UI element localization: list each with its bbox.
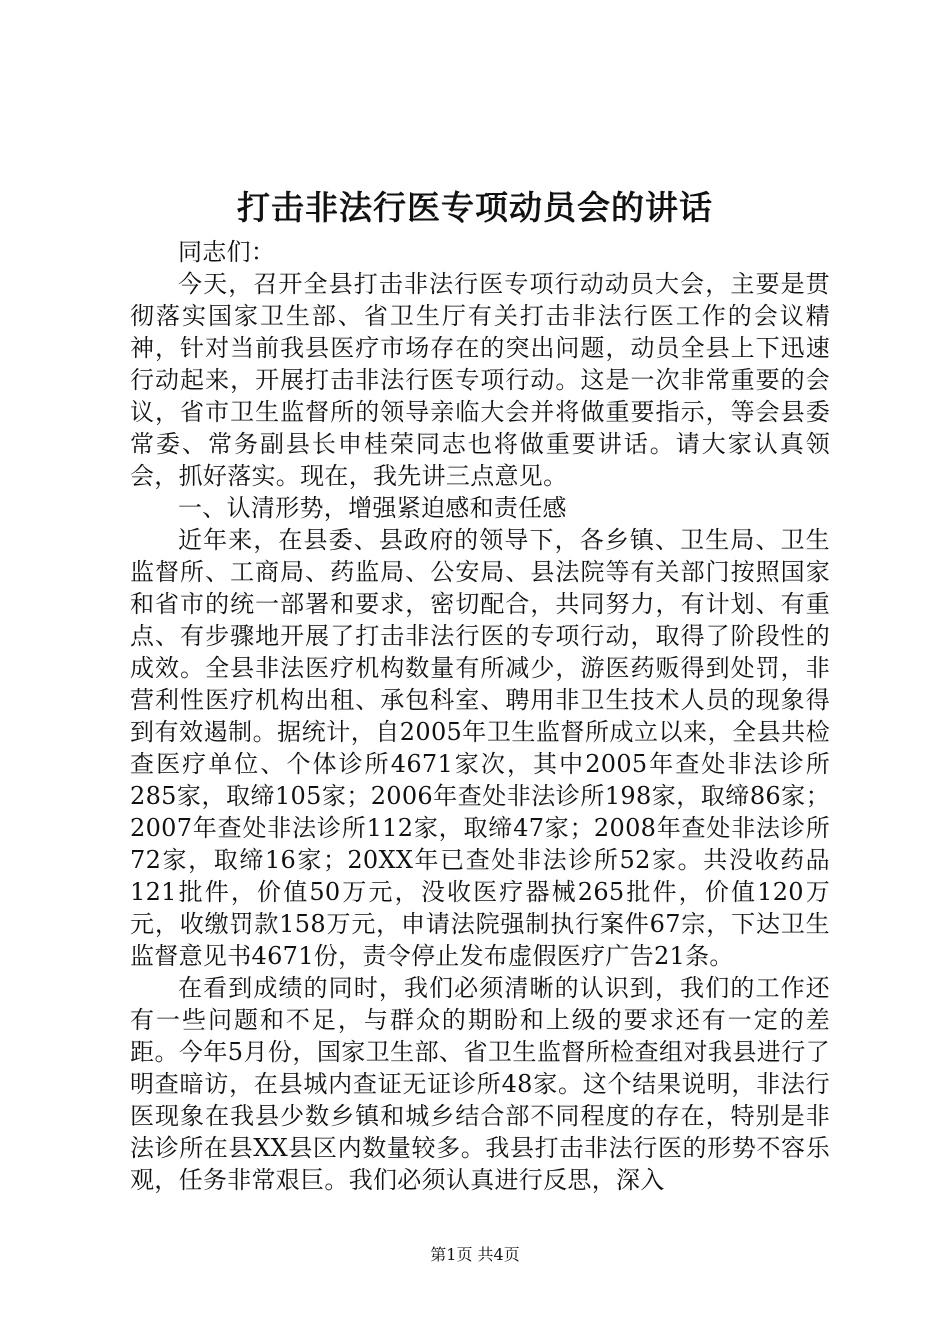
problems-paragraph: 在看到成绩的同时，我们必须清晰的认识到，我们的工作还有一些问题和不足，与群众的期盼和上级的要求还有一定的差距。今年5月份，国家卫生部、省卫生监督所检查组对我县进行了明查暗访，在县城内查证无证诊所48家。这个结果说明，非法行医现象在我县少数乡镇和城乡结合部不同程度的存在，特别是非法诊所在县XX县区内数量较多。我县打击非法行医的形势不容乐观，任务非常艰巨。我们必须认真进行反思，深入 (130, 974, 830, 1194)
section-heading: 一、认清形势，增强紧迫感和责任感 (178, 494, 567, 522)
page-footer: 第1页 共4页 (430, 1245, 520, 1264)
document-title: 打击非法行医专项动员会的讲话 (237, 188, 713, 227)
salutation-paragraph: 同志们： (178, 238, 276, 266)
document-body (130, 236, 830, 1196)
achievements-paragraph: 近年来，在县委、县政府的领导下，各乡镇、卫生局、卫生监督所、工商局、药监局、公安局、县法院等有关部门按照国家和省市的统一部署和要求，密切配合，共同努力，有计划、有重点、有步骤地开展了打击非法行医的专项行动，取得了阶段性的成效。全县非法医疗机构数量有所减少，游医药贩得到处罚，非营利性医疗机构出租、承包科室、聘用非卫生技术人员的现象得到有效遏制。据统计，自2005年卫生监督所成立以来，全县共检查医疗单位、个体诊所4671家次，其中2005年查处非法诊所285家，取缔105家；2006年查处非法诊所198家，取缔86家；2007年查处非法诊所112家，取缔47家；2008年查处非法诊所72家，取缔16家；20XX年已查处非法诊所52家。共没收药品121批件，价值50万元，没收医疗器械265批件，价值120万元，收缴罚款158万元，申请法院强制执行案件67宗，下达卫生监督意见书4671份，责令停止发布虚假医疗广告21条。 (130, 526, 830, 970)
intro-paragraph: 今天，召开全县打击非法行医专项行动动员大会，主要是贯彻落实国家卫生部、省卫生厅有关打击非法行医工作的会议精神，针对当前我县医疗市场存在的突出问题，动员全县上下迅速行动起来，开展打击非法行医专项行动。这是一次非常重要的会议，省市卫生监督所的领导亲临大会并将做重要指示，等会县委常委、常务副县长申桂荣同志也将做重要讲话。请大家认真领会，抓好落实。现在，我先讲三点意见。 (130, 270, 830, 490)
